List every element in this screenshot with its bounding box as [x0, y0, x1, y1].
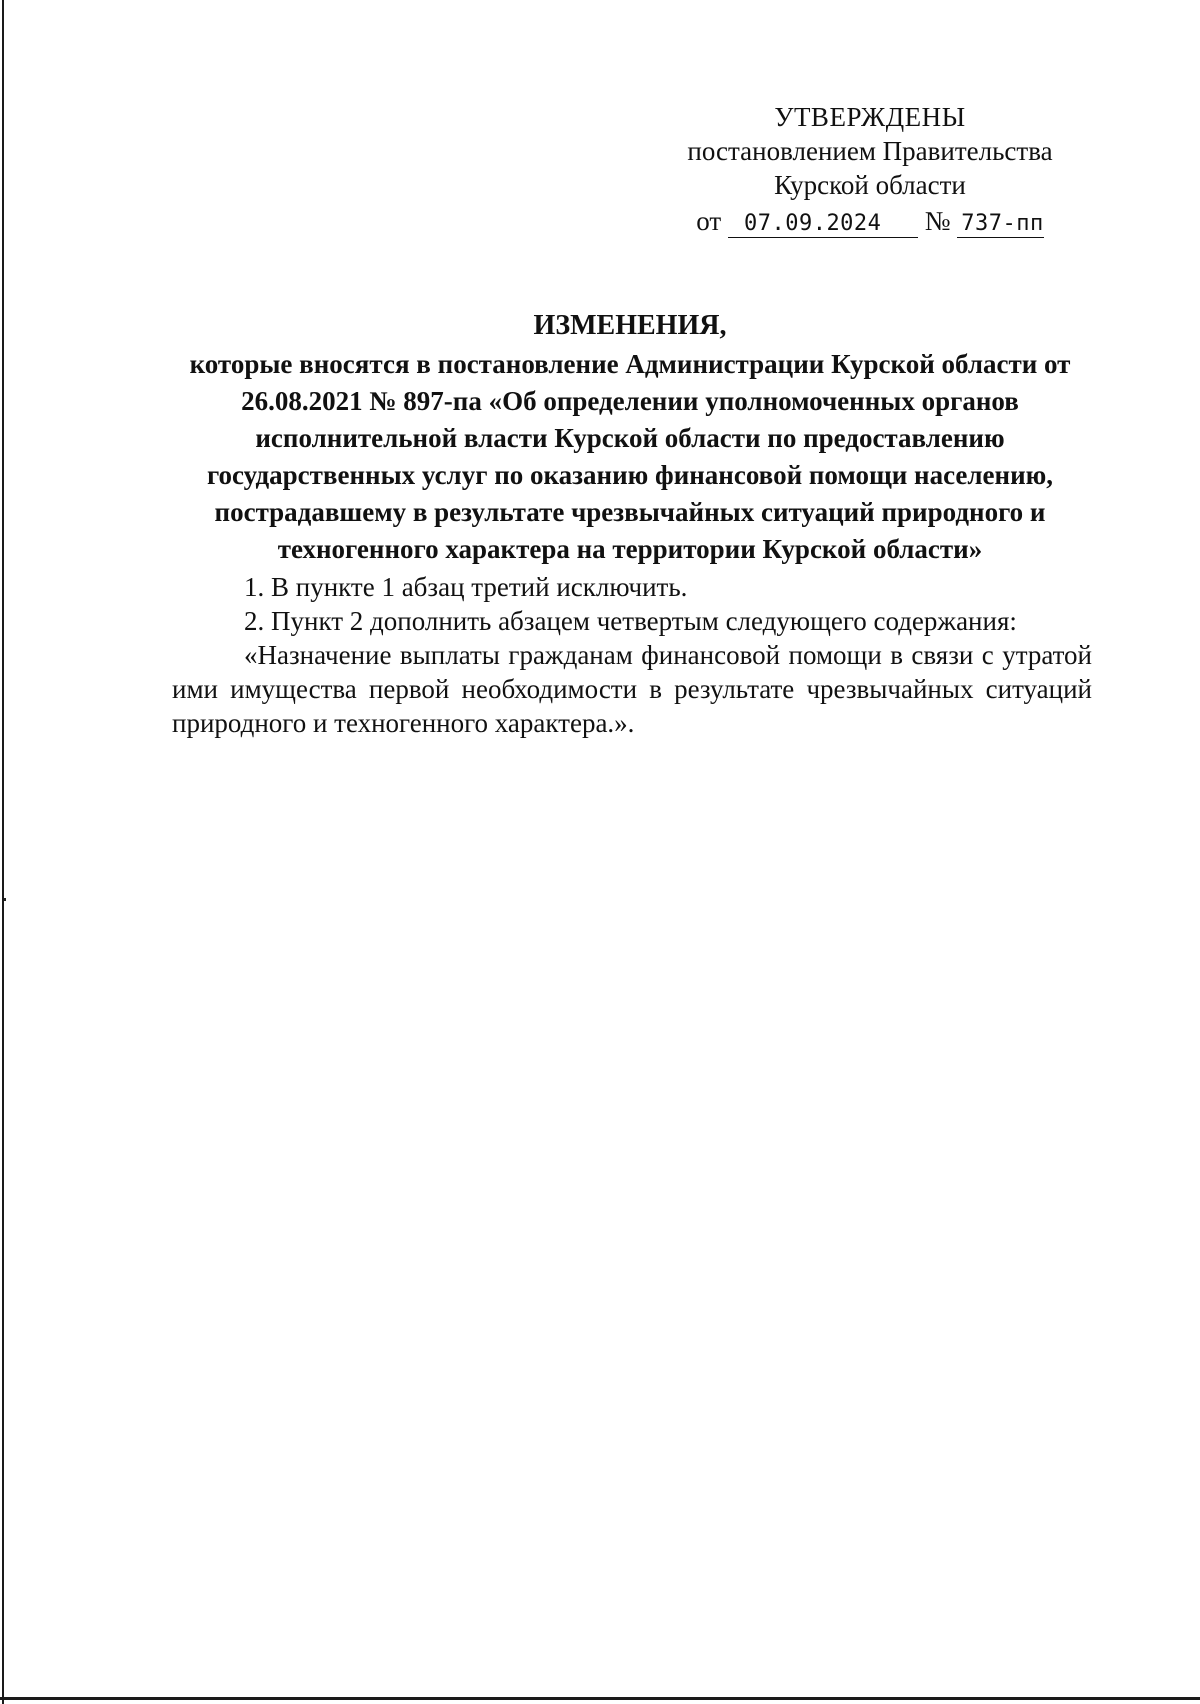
approved-heading: УТВЕРЖДЕНЫ: [774, 102, 966, 132]
document-title-block: [170, 307, 1090, 568]
scan-border-bottom: [0, 1697, 1200, 1700]
date-prefix: от: [696, 206, 722, 236]
body-paragraph-3: «Назначение выплаты гражданам финансовой помощи в связи с утратой ими имущества первой необходимости в результате чрезвычайных ситуаций природного и техногенного характера.».: [172, 640, 1092, 738]
document-title: ИЗМЕНЕНИЯ,: [533, 310, 727, 341]
approval-date-value: 07.09.2024: [728, 211, 918, 238]
approved-by-line: постановлением Правительства: [687, 136, 1053, 166]
approved-region-line: Курской области: [774, 170, 966, 200]
body-paragraph-1: 1. В пункте 1 абзац третий исключить.: [244, 572, 688, 602]
document-body: [172, 570, 1092, 740]
approval-date-number-line: [640, 204, 1100, 238]
number-prefix: №: [924, 206, 951, 236]
body-paragraph-2: 2. Пункт 2 дополнить абзацем четвертым следующего содержания:: [244, 606, 1017, 636]
approval-number-value: 737-пп: [957, 211, 1043, 238]
document-subtitle: которые вносятся в постановление Администрации Курской области от 26.08.2021 № 897-па «Об определении уполномоченных органов исполнительной власти Курской области по предоставлению государственных услуг по оказанию финансовой помощи населению, пострадавшему в результате чрезвычайных ситуаций природного и техногенного характера на территории Курской области»: [189, 349, 1071, 564]
approval-stamp-block: [640, 100, 1100, 238]
scan-speck: [4, 898, 6, 901]
scan-border-left: [2, 0, 4, 1704]
